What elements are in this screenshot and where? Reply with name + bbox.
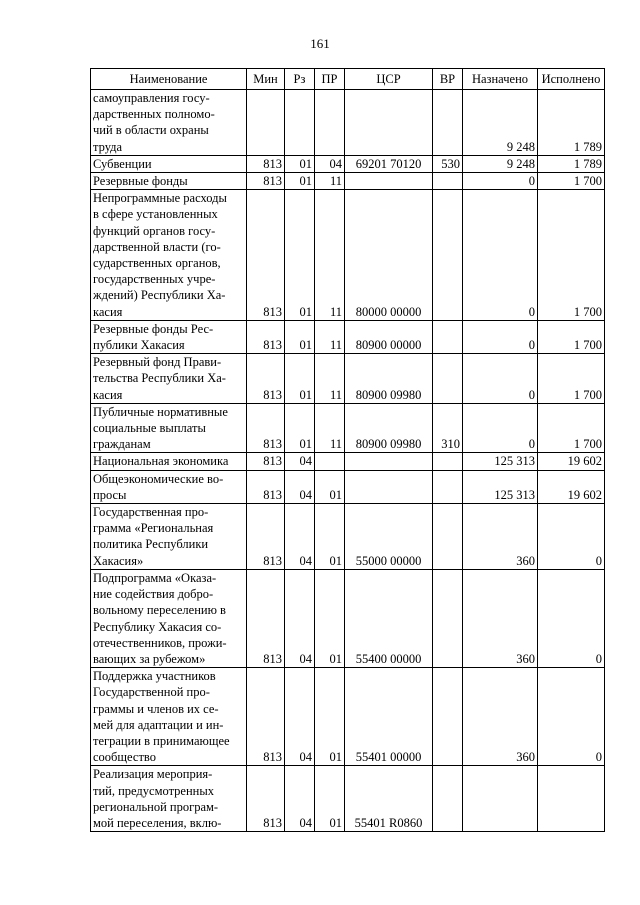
row-csr: 55401 00000 [345, 668, 433, 766]
table-header-row [91, 69, 605, 90]
row-vr [433, 766, 463, 832]
row-pr: 11 [315, 403, 345, 453]
row-rz: 04 [285, 668, 315, 766]
row-min: 813 [247, 403, 285, 453]
row-csr [345, 453, 433, 470]
row-csr: 80900 00000 [345, 320, 433, 353]
row-assigned: 0 [463, 190, 538, 321]
row-rz: 01 [285, 403, 315, 453]
row-rz: 04 [285, 453, 315, 470]
row-executed: 0 [538, 504, 605, 570]
row-pr: 01 [315, 470, 345, 503]
table-row [91, 320, 605, 353]
row-executed: 19 602 [538, 470, 605, 503]
row-csr [345, 470, 433, 503]
row-assigned: 125 313 [463, 453, 538, 470]
row-assigned: 360 [463, 569, 538, 667]
table-row [91, 190, 605, 321]
row-name: Резервные фонды [91, 173, 247, 190]
row-name: Государственная про- грамма «Региональная политика Республики Хакасия» [91, 504, 247, 570]
row-assigned: 0 [463, 320, 538, 353]
row-pr: 01 [315, 569, 345, 667]
row-assigned: 9 248 [463, 155, 538, 172]
row-min: 813 [247, 766, 285, 832]
table-row [91, 453, 605, 470]
row-executed: 19 602 [538, 453, 605, 470]
row-rz: 01 [285, 173, 315, 190]
row-executed: 1 700 [538, 320, 605, 353]
row-vr [433, 668, 463, 766]
table-row [91, 90, 605, 156]
row-vr [433, 354, 463, 404]
page-number: 161 [310, 36, 330, 51]
header-vr: ВР [433, 69, 463, 90]
row-name: Публичные нормативные социальные выплаты гражданам [91, 403, 247, 453]
row-rz: 01 [285, 354, 315, 404]
table-row [91, 354, 605, 404]
table-row [91, 504, 605, 570]
row-name: Подпрограмма «Оказа- ние содействия добро- вольному переселению в Республику Хакасия со- отечественников, прожи- вающих за рубежом» [91, 569, 247, 667]
row-csr [345, 173, 433, 190]
row-executed [538, 766, 605, 832]
row-executed: 1 700 [538, 173, 605, 190]
row-min: 813 [247, 190, 285, 321]
row-min: 813 [247, 504, 285, 570]
row-vr [433, 453, 463, 470]
row-executed: 0 [538, 569, 605, 667]
row-name: Общеэкономические во- просы [91, 470, 247, 503]
row-pr [315, 453, 345, 470]
row-assigned: 0 [463, 354, 538, 404]
row-assigned: 0 [463, 403, 538, 453]
row-vr: 530 [433, 155, 463, 172]
row-name: Непрограммные расходы в сфере установленных функций органов госу- дарственной власти (го- сударственных органов, государственных учре- ждений) Республики Ха- касия [91, 190, 247, 321]
row-vr [433, 173, 463, 190]
row-pr: 11 [315, 354, 345, 404]
table-row [91, 470, 605, 503]
row-executed: 1 789 [538, 155, 605, 172]
row-csr: 80000 00000 [345, 190, 433, 321]
row-min: 813 [247, 569, 285, 667]
row-executed: 1 700 [538, 354, 605, 404]
row-assigned: 9 248 [463, 90, 538, 156]
row-rz: 04 [285, 504, 315, 570]
row-assigned: 360 [463, 504, 538, 570]
row-min: 813 [247, 354, 285, 404]
row-vr [433, 190, 463, 321]
row-name: Национальная экономика [91, 453, 247, 470]
row-executed: 1 700 [538, 403, 605, 453]
row-min: 813 [247, 453, 285, 470]
row-executed: 1 789 [538, 90, 605, 156]
row-assigned: 125 313 [463, 470, 538, 503]
row-assigned [463, 766, 538, 832]
table-row [91, 668, 605, 766]
row-min [247, 90, 285, 156]
row-rz: 01 [285, 320, 315, 353]
row-csr: 55401 R0860 [345, 766, 433, 832]
row-rz: 01 [285, 155, 315, 172]
row-vr [433, 470, 463, 503]
row-rz [285, 90, 315, 156]
row-pr: 11 [315, 173, 345, 190]
table-row [91, 569, 605, 667]
row-min: 813 [247, 155, 285, 172]
row-assigned: 360 [463, 668, 538, 766]
row-vr [433, 569, 463, 667]
row-pr: 01 [315, 504, 345, 570]
row-rz: 04 [285, 569, 315, 667]
header-executed: Исполнено [538, 69, 605, 90]
table-row [91, 155, 605, 172]
header-assigned: Назначено [463, 69, 538, 90]
row-csr: 55000 00000 [345, 504, 433, 570]
row-pr: 01 [315, 766, 345, 832]
row-vr: 310 [433, 403, 463, 453]
row-csr: 80900 09980 [345, 354, 433, 404]
row-rz: 01 [285, 190, 315, 321]
row-name: Реализация мероприя- тий, предусмотренных региональной програм- мой переселения, вклю- [91, 766, 247, 832]
table-row [91, 766, 605, 832]
table-row [91, 173, 605, 190]
row-min: 813 [247, 470, 285, 503]
row-rz: 04 [285, 470, 315, 503]
row-pr [315, 90, 345, 156]
row-pr: 11 [315, 320, 345, 353]
row-rz: 04 [285, 766, 315, 832]
row-name: Резервные фонды Рес- публики Хакасия [91, 320, 247, 353]
row-min: 813 [247, 668, 285, 766]
row-name: Резервный фонд Прави- тельства Республики Ха- касия [91, 354, 247, 404]
table-row [91, 403, 605, 453]
row-vr [433, 320, 463, 353]
row-pr: 11 [315, 190, 345, 321]
row-min: 813 [247, 173, 285, 190]
row-name: Субвенции [91, 155, 247, 172]
header-rz: Рз [285, 69, 315, 90]
row-min: 813 [247, 320, 285, 353]
row-executed: 1 700 [538, 190, 605, 321]
header-min: Мин [247, 69, 285, 90]
row-executed: 0 [538, 668, 605, 766]
row-pr: 04 [315, 155, 345, 172]
row-csr: 80900 09980 [345, 403, 433, 453]
row-pr: 01 [315, 668, 345, 766]
header-csr: ЦСР [345, 69, 433, 90]
budget-table [90, 68, 605, 832]
row-csr: 55400 00000 [345, 569, 433, 667]
row-assigned: 0 [463, 173, 538, 190]
row-name: Поддержка участников Государственной про- граммы и членов их се- мей для адаптации и ин- теграции в принимающее сообщество [91, 668, 247, 766]
header-name: Наименование [91, 69, 247, 90]
row-csr [345, 90, 433, 156]
row-csr: 69201 70120 [345, 155, 433, 172]
row-name: самоуправления госу- дарственных полномо- чий в области охраны труда [91, 90, 247, 156]
row-vr [433, 90, 463, 156]
row-vr [433, 504, 463, 570]
header-pr: ПР [315, 69, 345, 90]
